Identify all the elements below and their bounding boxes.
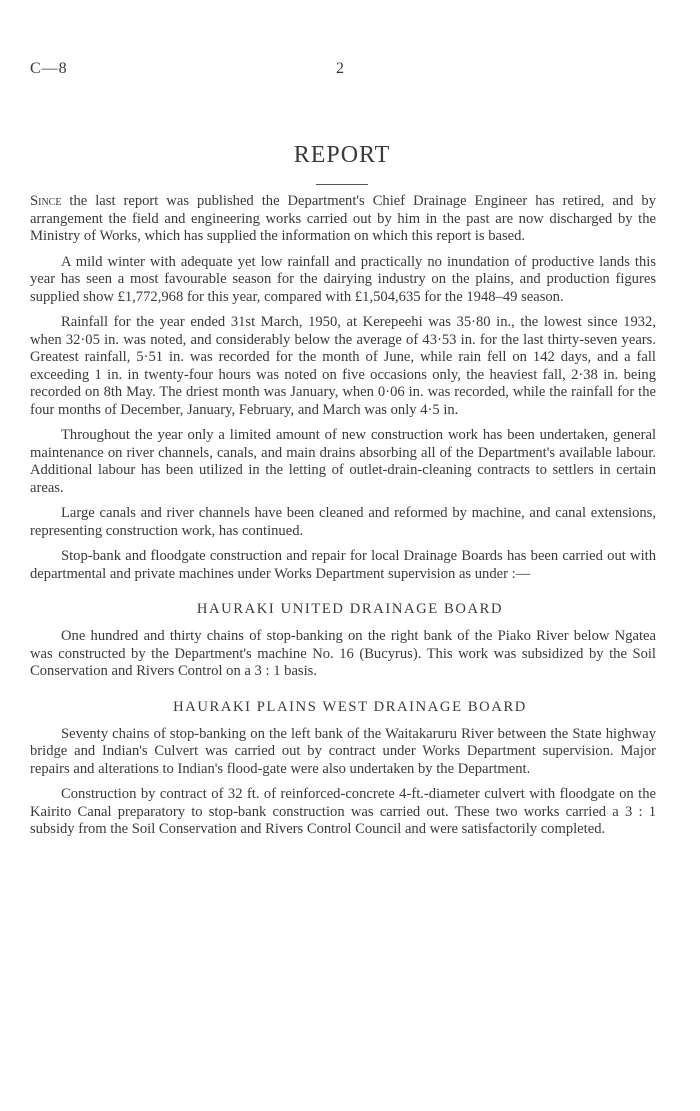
paragraph-intro-text: the last report was published the Department's Chief Drainage Engineer has retired, and by arrangement the field and engineering works carried out by him in the past are now discharged by the Ministry of Works, which has supplied the information on which this report is based. (30, 193, 656, 244)
report-body (30, 193, 656, 847)
paragraph-hauraki-united: One hundred and thirty chains of stop-banking on the right bank of the Piako River below Ngatea was constructed by the Department's machine No. 16 (Bucyrus). This work was subsidized by the Soil Conservation and Rivers Control on a 3 : 1 basis. (30, 628, 656, 679)
page-title: REPORT (293, 142, 391, 168)
paragraph-stopbank: Stop-bank and floodgate construction and repair for local Drainage Boards has been carried out with departmental and private machines under Works Department supervision as under :— (30, 548, 656, 582)
page-number: 2 (336, 60, 344, 77)
paragraph-intro (30, 193, 656, 246)
section-heading-hauraki-plains-west: HAURAKI PLAINS WEST DRAINAGE BOARD (173, 698, 527, 715)
paragraph-season: A mild winter with adequate yet low rainfall and practically no inundation of productive lands this year has seen a most favourable season for the dairying industry on the plains, and production figures supplied show £1,772,968 for this year, compared with £1,504,635 for the 1948–49 season. (30, 253, 656, 305)
paragraph-kairito: Construction by contract of 32 ft. of reinforced-concrete 4-ft.-diameter culvert with floodgate on the Kairito Canal preparatory to stop-bank construction was carried out. These two works carried a 3 : 1 subsidy from the Soil Conservation and Rivers Control Council and were satisfactorily completed. (30, 786, 656, 837)
paragraph-construction: Throughout the year only a limited amount of new construction work has been undertaken, general maintenance on river channels, canals, and main drains absorbing all of the Department's available labour. Additional labour has been utilized in the letting of outlet-drain-cleaning contracts to settlers in certain areas. (30, 427, 656, 496)
title-rule (316, 184, 368, 185)
paragraph-waitakaruru: Seventy chains of stop-banking on the left bank of the Waitakaruru River between the State highway bridge and Indian's Culvert was carried out by contract under Works Department supervision. Major repairs and alterations to Indian's flood-gate were also undertaken by the Department. (30, 725, 656, 777)
paragraph-rainfall: Rainfall for the year ended 31st March, 1950, at Kerepeehi was 35·80 in., the lowest since 1932, when 32·05 in. was noted, and considerably below the average of 43·53 in. for the last thirty-seven years. Greatest rainfall, 5·51 in. was recorded for the month of June, while rain fell on 142 days, and a fall exceeding 1 in. in twenty-four hours was noted on five occasions only, the heaviest fall, 2·38 in. being recorded on 8th May. The driest month was January, when 0·06 in. was recorded, while the rainfall for the four months of December, January, February, and March was only 4·5 in. (30, 314, 656, 418)
paragraph-canals: Large canals and river channels have been cleaned and reformed by machine, and canal extensions, representing construction work, has continued. (30, 505, 656, 539)
lead-word: Since (30, 193, 62, 209)
section-heading-hauraki-united: HAURAKI UNITED DRAINAGE BOARD (196, 601, 504, 617)
document-code: C—8 (30, 60, 68, 77)
